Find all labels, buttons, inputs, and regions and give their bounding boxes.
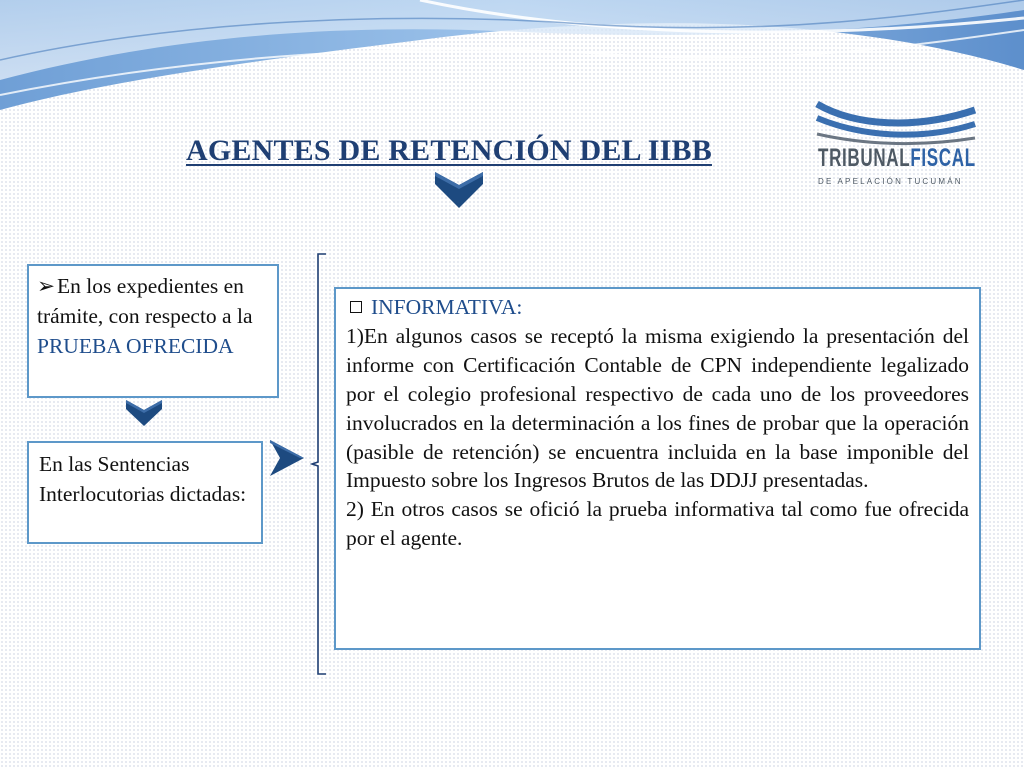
logo-wordmark: TRIBUNALFISCAL (818, 144, 976, 172)
logo-subtitle: DE APELACIÓN TUCUMÁN (818, 177, 963, 186)
sentencias-text: En las Sentencias Interlocutorias dictadas: (39, 452, 247, 506)
expedientes-box (27, 264, 279, 398)
left-bracket-decoration (310, 252, 330, 676)
arrow-down-small-icon (126, 400, 162, 426)
checkbox-bullet-icon (350, 301, 362, 313)
slide-title: AGENTES DE RETENCIÓN DEL IIBB (186, 134, 712, 167)
sentencias-box (27, 441, 263, 544)
arrow-bullet-icon: ➢ (37, 274, 56, 298)
informativa-paragraph-1: 1)En algunos casos se receptó la misma exigiendo la presentación del informe con Certificación Contable de CPN independiente legalizado por el colegio profesional respectivo de cada uno de los proveedores involucrados en la determinación a los fines de probar que la operación (pasible de retención) se encuentra incluida en la base imponible del Impuesto sobre los Ingresos Brutos de las DDJJ presentadas. (346, 323, 969, 493)
prueba-ofrecida-text: PRUEBA OFRECIDA (37, 334, 234, 358)
logo-waves-icon (815, 96, 977, 146)
tribunal-fiscal-logo (815, 96, 977, 194)
informativa-box (334, 287, 981, 650)
expedientes-text: En los expedientes en trámite, con respecto a la (37, 274, 253, 328)
informativa-heading: INFORMATIVA: (346, 293, 969, 322)
arrow-down-icon (435, 172, 483, 208)
arrow-right-icon (270, 440, 304, 476)
header-wave-decoration (0, 0, 1024, 110)
informativa-paragraph-2: 2) En otros casos se ofició la prueba informativa tal como fue ofrecida por el agente. (346, 497, 969, 551)
